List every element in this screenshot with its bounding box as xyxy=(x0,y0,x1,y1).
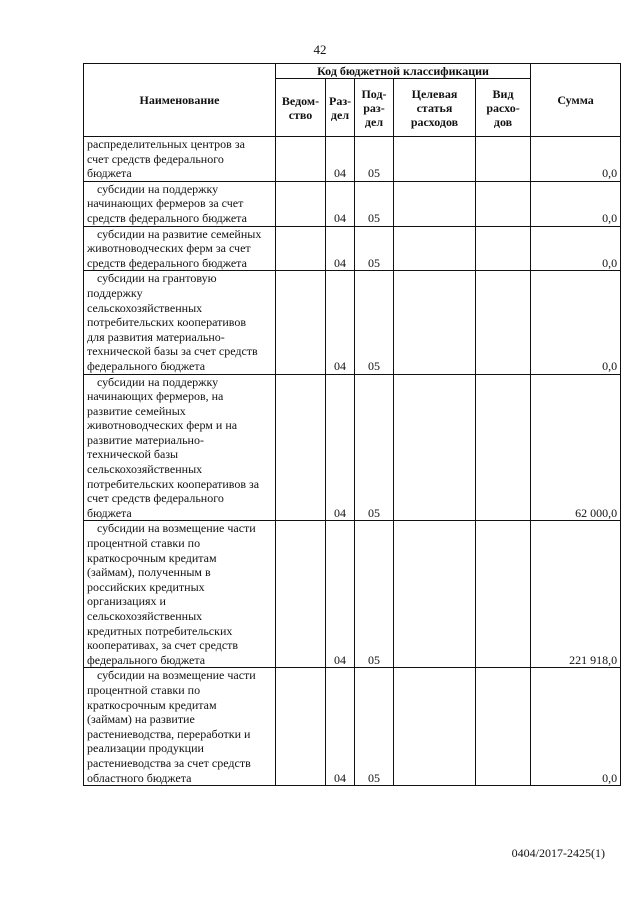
page-number: 42 xyxy=(313,42,327,57)
row-vedom xyxy=(276,374,326,521)
row-razdel: 04 xyxy=(326,521,355,668)
row-name-line: развитие материально- xyxy=(87,432,204,447)
row-name-line: счет средств федерального xyxy=(87,151,224,166)
row-vedom xyxy=(276,226,326,271)
row-name-line: средств федерального бюджета xyxy=(87,255,247,270)
row-name-line: средств федерального бюджета xyxy=(87,210,247,225)
row-tselevaya xyxy=(394,521,476,668)
row-vedom xyxy=(276,668,326,786)
row-sum: 0,0 xyxy=(531,137,621,182)
document-code: 0404/2017-2425(1) xyxy=(511,846,605,860)
row-razdel: 04 xyxy=(326,668,355,786)
row-vid xyxy=(476,226,531,271)
row-name-line: организациях и xyxy=(87,594,166,609)
row-podrazdel: 05 xyxy=(355,521,394,668)
row-name-line: технической базы xyxy=(87,447,179,462)
row-name-line: счет средств федерального xyxy=(87,491,224,506)
row-sum: 0,0 xyxy=(531,668,621,786)
row-name-line: российских кредитных xyxy=(87,579,205,594)
table-row xyxy=(84,668,621,786)
row-razdel: 04 xyxy=(326,271,355,374)
row-podrazdel: 05 xyxy=(355,226,394,271)
header-podrazdel: Под-раз-дел xyxy=(355,79,394,137)
row-vedom xyxy=(276,521,326,668)
row-name-line: федерального бюджета xyxy=(87,358,206,373)
row-name-line: поддержку xyxy=(87,285,143,300)
row-razdel: 04 xyxy=(326,374,355,521)
row-name xyxy=(84,181,276,226)
row-name-line: процентной ставки по xyxy=(87,536,201,551)
row-name-line: растениеводства, переработки и xyxy=(87,726,251,741)
row-name-line: растениеводства за счет средств xyxy=(87,755,251,770)
row-name-line: животноводческих ферм за счет xyxy=(87,241,251,256)
row-name xyxy=(84,521,276,668)
row-name-line: начинающих фермеров за счет xyxy=(87,196,244,211)
header-vedom: Ведом-ство xyxy=(276,79,326,137)
row-name-line: сельскохозяйственных xyxy=(87,300,203,315)
row-name-line: потребительских кооперативов за xyxy=(87,476,260,491)
row-razdel: 04 xyxy=(326,181,355,226)
row-name-line: субсидии на поддержку xyxy=(97,374,219,389)
row-sum: 221 918,0 xyxy=(531,521,621,668)
row-vid xyxy=(476,521,531,668)
row-name xyxy=(84,226,276,271)
row-vid xyxy=(476,374,531,521)
row-sum: 0,0 xyxy=(531,226,621,271)
header-code-group: Код бюджетной классификации xyxy=(276,64,531,79)
row-razdel: 04 xyxy=(326,137,355,182)
table-row xyxy=(84,271,621,374)
row-name-line: (займам) на развитие xyxy=(87,712,195,727)
row-name-line: реализации продукции xyxy=(87,741,204,756)
row-name-line: федерального бюджета xyxy=(87,652,206,667)
row-name-line: животноводческих ферм и на xyxy=(87,418,238,433)
row-name xyxy=(84,374,276,521)
row-name-line: субсидии на грантовую xyxy=(97,271,217,286)
row-tselevaya xyxy=(394,226,476,271)
row-vid xyxy=(476,668,531,786)
row-podrazdel: 05 xyxy=(355,668,394,786)
row-tselevaya xyxy=(394,271,476,374)
row-name-line: бюджета xyxy=(87,166,132,181)
row-name-line: бюджета xyxy=(87,505,132,520)
row-sum: 0,0 xyxy=(531,181,621,226)
row-name-line: развитие семейных xyxy=(87,403,186,418)
row-tselevaya xyxy=(394,181,476,226)
table-row xyxy=(84,374,621,521)
row-name-line: субсидии на поддержку xyxy=(97,181,219,196)
table-row xyxy=(84,181,621,226)
row-name-line: субсидии на развитие семейных xyxy=(97,226,262,241)
row-name-line: субсидии на возмещение части xyxy=(97,668,256,683)
row-name-line: начинающих фермеров, на xyxy=(87,389,224,404)
row-name-line: кредитных потребительских xyxy=(87,623,233,638)
row-podrazdel: 05 xyxy=(355,137,394,182)
row-vedom xyxy=(276,271,326,374)
row-name-line: сельскохозяйственных xyxy=(87,462,203,477)
row-sum: 0,0 xyxy=(531,271,621,374)
row-name-line: для развития материально- xyxy=(87,329,225,344)
row-name-line: потребительских кооперативов xyxy=(87,315,247,330)
row-vid xyxy=(476,181,531,226)
row-name-line: областного бюджета xyxy=(87,770,192,785)
row-name xyxy=(84,271,276,374)
row-tselevaya xyxy=(394,668,476,786)
row-tselevaya xyxy=(394,137,476,182)
row-name-line: субсидии на возмещение части xyxy=(97,521,256,536)
header-razdel: Раз-дел xyxy=(326,79,355,137)
row-podrazdel: 05 xyxy=(355,181,394,226)
table-row xyxy=(84,521,621,668)
row-name-line: технической базы за счет средств xyxy=(87,344,258,359)
row-tselevaya xyxy=(394,374,476,521)
row-name-line: сельскохозяйственных xyxy=(87,609,203,623)
row-name-line: процентной ставки по xyxy=(87,682,201,697)
row-name-line: (займам), полученным в xyxy=(87,565,211,580)
row-podrazdel: 05 xyxy=(355,271,394,374)
budget-table xyxy=(83,63,621,786)
header-tselevaya: Целевая статья расходов xyxy=(394,79,476,137)
header-sum: Сумма xyxy=(531,64,621,137)
row-podrazdel: 05 xyxy=(355,374,394,521)
row-vedom xyxy=(276,181,326,226)
row-vedom xyxy=(276,137,326,182)
row-name xyxy=(84,668,276,786)
row-name-line: кооперативах, за счет средств xyxy=(87,638,239,653)
table-row xyxy=(84,226,621,271)
table-body xyxy=(84,137,621,786)
header-vid: Вид расхо-дов xyxy=(476,79,531,137)
row-vid xyxy=(476,271,531,374)
row-name-line: краткосрочным кредитам xyxy=(87,697,217,712)
row-vid xyxy=(476,137,531,182)
row-name-line: краткосрочным кредитам xyxy=(87,550,217,565)
row-razdel: 04 xyxy=(326,226,355,271)
row-name-line: распределительных центров за xyxy=(87,137,245,151)
header-name: Наименование xyxy=(84,64,276,137)
table-header xyxy=(84,64,621,137)
row-sum: 62 000,0 xyxy=(531,374,621,521)
row-name xyxy=(84,137,276,182)
table-row xyxy=(84,137,621,182)
